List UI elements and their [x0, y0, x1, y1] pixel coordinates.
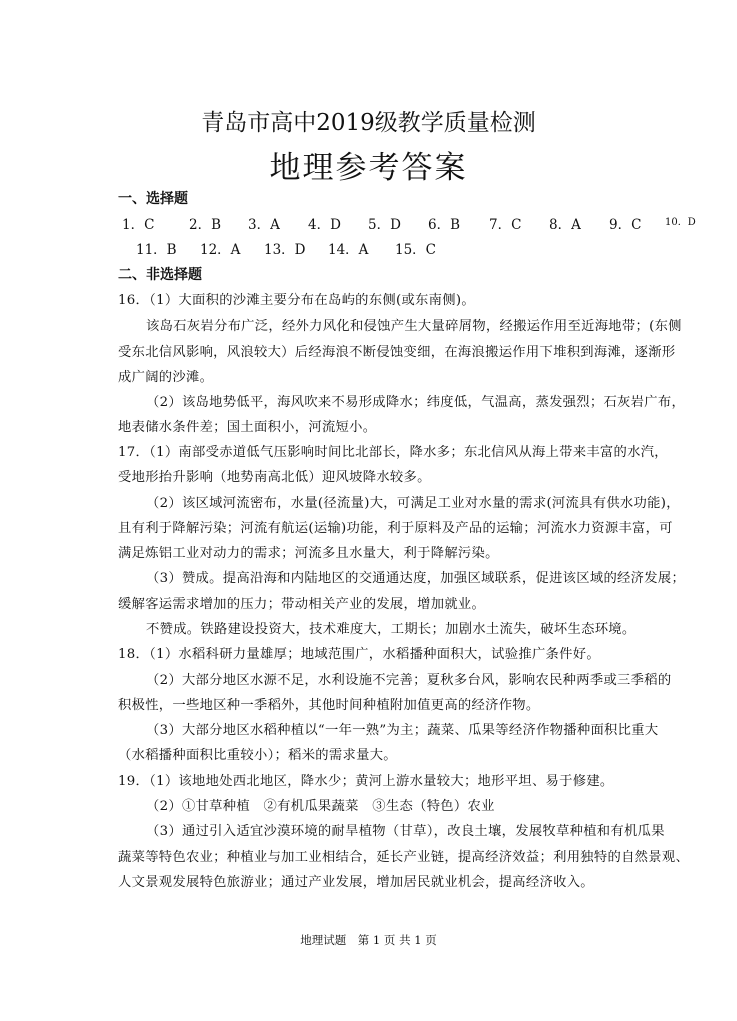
answer-line: 人文景观发展特色旅游业；通过产业发展，增加居民就业机会，提高经济收入。 — [118, 875, 594, 890]
answer-item: 12．A — [200, 242, 241, 258]
answer-item: 4．D — [308, 217, 341, 233]
answer-item: 8．A — [549, 217, 581, 233]
answer-line: （2）大部分地区水源不足，水利设施不完善；夏秋多台风，影响农民种两季或三季稻的 — [146, 673, 672, 688]
answer-line: 满足炼铝工业对动力的需求；河流多且水量大，利于降解污染。 — [118, 546, 499, 561]
section-heading-multiple-choice: 一、选择题 — [118, 191, 188, 207]
answer-item: 10．D — [665, 217, 696, 228]
answer-line: 17．（1）南部受赤道低气压影响时间比北部长，降水多；东北信风从海上带来丰富的水汽， — [118, 445, 668, 460]
answer-line: 18．（1）水稻科研力量雄厚；地域范围广，水稻播种面积大，试验推广条件好。 — [118, 647, 600, 662]
answer-line: （3）赞成。提高沿海和内陆地区的交通通达度，加强区域联系，促进该区域的经济发展； — [146, 571, 686, 586]
answer-line: 地表储水条件差；国土面积小，河流短小。 — [118, 420, 377, 435]
answer-line: 该岛石灰岩分布广泛，经外力风化和侵蚀产生大量碎屑物，经搬运作用至近海地带；(东侧 — [146, 319, 682, 334]
answer-line: （2）①甘草种植 ②有机瓜果蔬菜 ③生态（特色）农业 — [146, 799, 495, 814]
answer-line: 16．（1）大面积的沙滩主要分布在岛屿的东侧(或东南侧)。 — [118, 293, 475, 308]
answer-line: 缓解客运需求增加的压力；带动相关产业的发展，增加就业。 — [118, 597, 486, 612]
answer-item: 5．D — [368, 217, 401, 233]
page-subtitle: 地理参考答案 — [269, 150, 468, 186]
answer-item: 7．C — [489, 217, 522, 233]
answer-line: 积极性，一些地区种一季稻外，其他时间种植附加值更高的经济作物。 — [118, 698, 540, 713]
answer-item: 15．C — [395, 242, 437, 258]
answer-item: 1．C — [122, 217, 155, 233]
answer-line: 且有利于降解污染；河流有航运(运输)功能，利于原料及产品的运输；河流水力资源丰富，可 — [118, 521, 673, 536]
answer-line: 不赞成。铁路建设投资大，技术难度大，工期长；加剧水土流失，破坏生态环境。 — [146, 622, 636, 637]
answer-line: （2）该区域河流密布，水量(径流量)大，可满足工业对水量的需求(河流具有供水功能)， — [146, 496, 680, 511]
answer-line: 受地形抬升影响（地势南高北低）迎风坡降水较多。 — [118, 470, 431, 485]
page-footer: 地理试题 第 1 页 共 1 页 — [300, 933, 437, 947]
section-heading-free-response: 二、非选择题 — [118, 267, 202, 283]
answer-line: （3）通过引入适宜沙漠环境的耐旱植物（甘草），改良土壤，发展牧草种植和有机瓜果 — [146, 824, 665, 839]
answer-item: 13．D — [264, 242, 306, 258]
page-title: 青岛市高中2019级教学质量检测 — [201, 110, 536, 136]
answer-line: 受东北信风影响，风浪较大）后经海浪不断侵蚀变细，在海浪搬运作用下堆积到海滩，逐渐形 — [118, 345, 676, 360]
answer-item: 11．B — [136, 242, 177, 258]
answer-line: （水稻播种面积比重较小）；稻米的需求量大。 — [118, 748, 397, 763]
answer-line: 19．（1）该地地处西北地区，降水少；黄河上游水量较大；地形平坦、易于修建。 — [118, 774, 614, 789]
answer-item: 3．A — [248, 217, 280, 233]
answer-item: 9．C — [609, 217, 642, 233]
answer-line: （3）大部分地区水稻种植以“一年一熟”为主；蔬菜、瓜果等经济作物播种面积比重大 — [146, 723, 659, 738]
answer-item: 2．B — [189, 217, 222, 233]
answer-line: （2）该岛地势低平，海风吹来不易形成降水；纬度低，气温高，蒸发强烈；石灰岩广布， — [146, 395, 686, 410]
answer-line: 蔬菜等特色农业；种植业与加工业相结合，延长产业链，提高经济效益；利用独特的自然景观、 — [118, 850, 690, 865]
answer-line: 成广阔的沙滩。 — [118, 370, 214, 385]
answer-item: 14．A — [328, 242, 369, 258]
answer-item: 6．B — [428, 217, 461, 233]
